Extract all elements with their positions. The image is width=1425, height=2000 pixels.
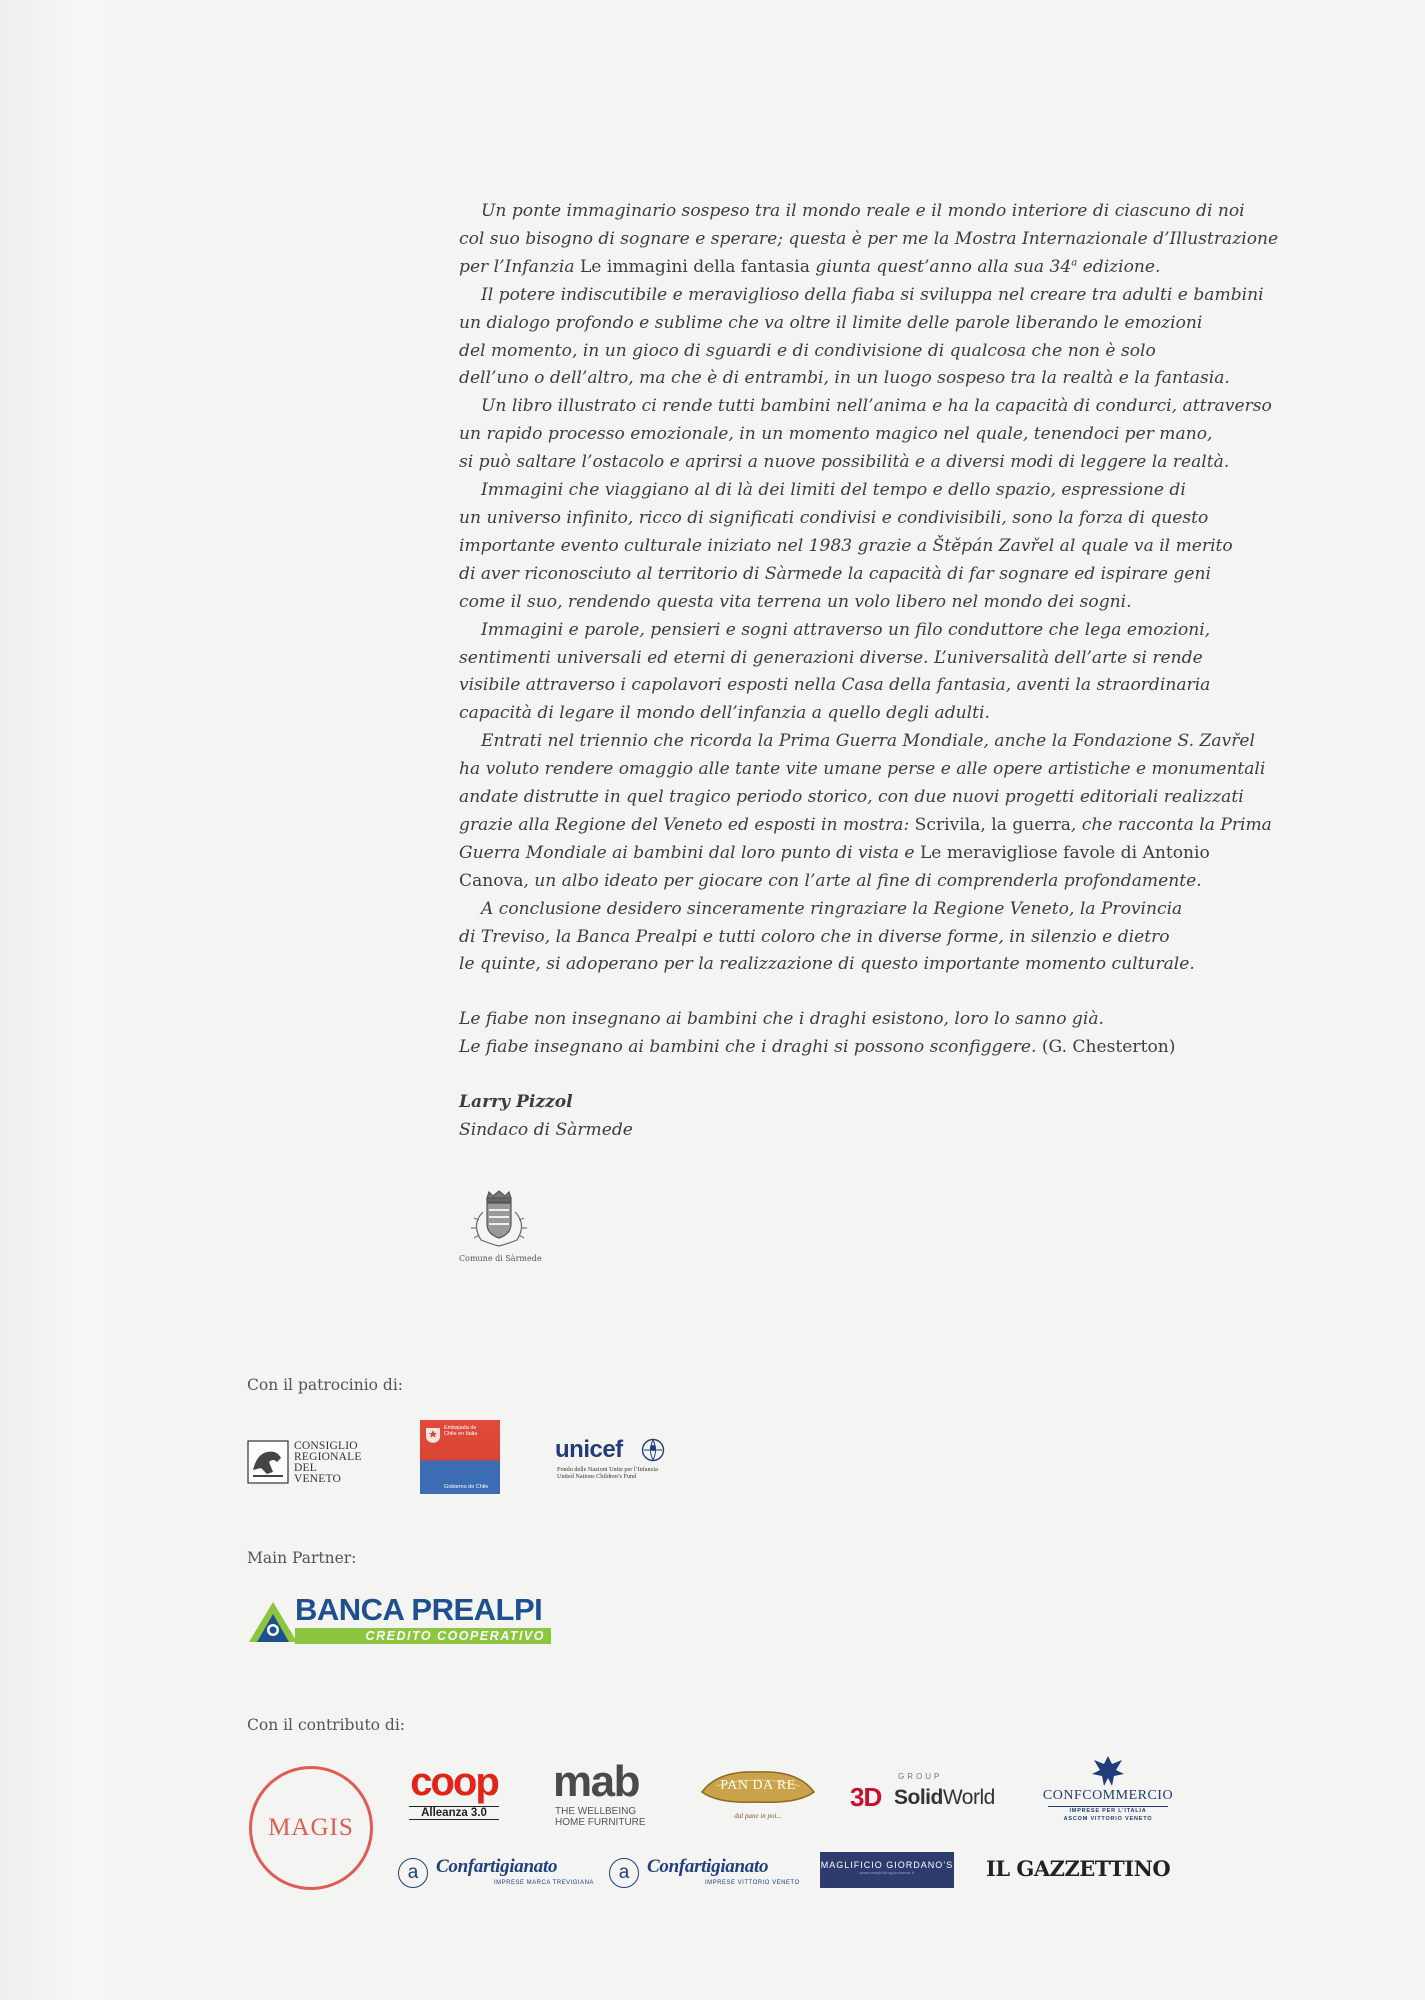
foreword-text-segment: Immagini che viaggiano al di là dei limiti del tempo e dello spazio, espressione di (481, 480, 1186, 501)
unicef-wordmark: unicef (555, 1436, 623, 1463)
banca-prealpi-name: BANCA PREALPI (295, 1592, 543, 1627)
foreword-text-segment: col suo bisogno di sognare e sperare; questa è per me la Mostra Internazionale d’Illustrazione (459, 228, 1279, 249)
foreword-line (459, 421, 1213, 449)
title-upright: Scrivila, la guerra (914, 814, 1071, 835)
consiglio-line-2: REGIONALE (294, 1451, 362, 1463)
foreword-text-segment: sentimenti universali ed eterni di generazioni diverse. L’universalità dell’arte si rende (459, 647, 1203, 668)
confcommercio-wordmark: CONFCOMMERCIO (1042, 1788, 1174, 1803)
foreword-line (459, 700, 1194, 728)
confcommercio-eagle-icon (1090, 1754, 1126, 1788)
foreword-text-segment: per l’Infanzia (459, 256, 580, 277)
foreword-text-segment: Il potere indiscutibile e meraviglioso della fiaba si sviluppa nel creare tra adulti e bambini (481, 284, 1264, 305)
quote-author: (G. Chesterton) (1036, 1037, 1176, 1058)
foreword-line (459, 393, 1272, 421)
foreword-text-segment: Guerra Mondiale ai bambini dal loro punto di vista e (459, 842, 920, 863)
solidworld-name-light: World (942, 1786, 995, 1809)
foreword-text-segment: un rapido processo emozionale, in un momento magico nel quale, tenendoci per mano, (459, 424, 1213, 445)
foreword-line (459, 896, 1194, 924)
foreword-line (459, 728, 1255, 756)
foreword-text-segment: del momento, in un gioco di sguardi e di condivisione di qualcosa che non è solo (459, 340, 1156, 361)
confcommercio-divider (1048, 1806, 1168, 1807)
signature-block (459, 1089, 1194, 1145)
maglificio-giordanos-logo (820, 1852, 954, 1888)
foreword-line (459, 310, 1203, 338)
foreword-text (459, 198, 1279, 1145)
foreword-text-segment: importante evento culturale iniziato nel 1983 grazie a Štěpán Zavřel al quale va il merito (459, 535, 1233, 556)
foreword-text-segment: Immagini e parole, pensieri e sogni attraverso un filo conduttore che lega emozioni, (481, 619, 1211, 640)
unicef-emblem-icon (641, 1438, 665, 1462)
foreword-text-segment: come il suo, rendendo questa vita terrena un volo libero nel mondo dei sogni. (459, 591, 1132, 612)
foreword-text-segment: di aver riconosciuto al territorio di Sàrmede la capacità di far sognare ed ispirare geni (459, 563, 1211, 584)
ordinal-superscript: a (1071, 257, 1078, 269)
foreword-line (459, 198, 1245, 226)
foreword-text-segment: Un libro illustrato ci rende tutti bambini nell’anima e ha la capacità di condurci, attraverso (481, 396, 1272, 417)
partner-label: Main Partner: (247, 1549, 357, 1567)
title-upright: Le immagini della fantasia (579, 256, 810, 277)
embajada-line-2: Chile en Italia (444, 1431, 478, 1437)
mab-sub-1: THE WELLBEING (555, 1806, 637, 1817)
chile-coat-of-arms-icon (424, 1424, 442, 1444)
patronage-label: Con il patrocinio di: (247, 1376, 404, 1394)
solidworld-name (894, 1786, 995, 1810)
foreword-line (459, 338, 1194, 366)
unicef-sub-2: United Nations Children’s Fund (557, 1473, 637, 1480)
comune-crest (459, 1190, 542, 1263)
confartigianato-vittorio-sub: IMPRESE VITTORIO VENETO (705, 1880, 800, 1886)
foreword-line (459, 672, 1211, 700)
confartigianato-a-icon: a (398, 1858, 428, 1888)
foreword-line (459, 645, 1203, 673)
foreword-line (459, 254, 1194, 282)
foreword-line (459, 226, 1279, 254)
foreword-text-segment: A conclusione desidero sinceramente ringraziare la Regione Veneto, la Provincia (481, 898, 1183, 919)
mab-sub-2: HOME FURNITURE (555, 1817, 646, 1828)
crest-caption: Comune di Sàrmede (459, 1254, 542, 1263)
foreword-text-segment: Entrati nel triennio che ricorda la Prima Guerra Mondiale, anche la Fondazione S. Zavřel (481, 731, 1255, 752)
foreword-text-segment: dell’uno o dell’altro, ma che è di entrambi, in un luogo sospeso tra la realtà e la fantasia. (459, 368, 1230, 389)
foreword-text-segment: si può saltare l’ostacolo e aprirsi a nuove possibilità e a diversi modi di leggere la realtà. (459, 452, 1230, 473)
foreword-text-segment: grazie alla Regione del Veneto ed esposti in mostra: (459, 814, 915, 835)
maglificio-wordmark: MAGLIFICIO GIORDANO’S (820, 1860, 954, 1870)
embajada-chile-logo (420, 1420, 500, 1494)
il-gazzettino-logo: IL GAZZETTINO (986, 1856, 1171, 1881)
pan-da-re-logo (698, 1766, 818, 1828)
consiglio-regionale-logo (247, 1438, 367, 1486)
unicef-sub-1: Fondo delle Nazioni Unite per l’Infanzia (557, 1466, 658, 1473)
foreword-text-segment: un dialogo profondo e sublime che va oltre il limite delle parole liberando le emozioni (459, 312, 1203, 333)
coop-wordmark: coop (410, 1760, 498, 1804)
maglificio-sub: www.maglificiogiordanos.it (859, 1870, 915, 1875)
foreword-text-segment: di Treviso, la Banca Prealpi e tutti coloro che in diverse forme, in silenzio e dietro (459, 926, 1170, 947)
quote-line-2 (459, 1034, 1194, 1062)
solidworld-name-bold: Solid (894, 1786, 943, 1809)
solidworld-group: GROUP (898, 1772, 943, 1781)
3d-solidworld-logo (850, 1772, 1010, 1818)
confcommercio-sub-1: IMPRESE PER L’ITALIA (1069, 1808, 1147, 1814)
coop-sub: Alleanza 3.0 (409, 1806, 499, 1820)
mab-wordmark: mab (553, 1757, 639, 1806)
banca-prealpi-sub: CREDITO COOPERATIVO (295, 1628, 551, 1644)
foreword-text-segment: le quinte, si adoperano per la realizzazione di questo importante momento culturale. (459, 954, 1195, 975)
foreword-line (459, 533, 1233, 561)
mab-logo (553, 1757, 663, 1832)
foreword-line (459, 812, 1272, 840)
consiglio-line-1: CONSIGLIO (294, 1440, 358, 1452)
foreword-paragraphs (459, 198, 1279, 979)
confartigianato-marca-logo (398, 1854, 594, 1890)
confartigianato-marca-sub: IMPRESE MARCA TREVIGIANA (494, 1880, 594, 1886)
page-binding-shadow (0, 0, 120, 2000)
banca-prealpi-mountain-icon (247, 1596, 299, 1644)
coop-alleanza-logo (405, 1762, 503, 1826)
confartigianato-vittorio-wordmark: Confartigianato (647, 1856, 769, 1877)
foreword-line (459, 617, 1211, 645)
embajada-line-1: Embajada de (444, 1425, 477, 1431)
embajada-footer: Gobierno de Chile (444, 1484, 489, 1490)
foreword-line (459, 477, 1194, 505)
foreword-line (459, 282, 1264, 310)
signature-name: Larry Pizzol (459, 1092, 573, 1113)
foreword-text-segment: ha voluto rendere omaggio alle tante vite umane perse e alle opere artistiche e monumentali (459, 759, 1266, 780)
foreword-text-segment: andate distrutte in quel tragico periodo storico, con due nuovi progetti editoriali realizzati (459, 787, 1244, 808)
signature-title: Sindaco di Sàrmede (459, 1120, 633, 1141)
foreword-line (459, 449, 1230, 477)
foreword-line (459, 589, 1194, 617)
quote-line-2-text: Le fiabe insegnano ai bambini che i draghi si possono sconfiggere. (459, 1037, 1037, 1058)
consiglio-line-3: DEL (294, 1462, 317, 1474)
magis-logo: MAGIS (249, 1766, 373, 1890)
foreword-text-segment: giunta quest’anno alla sua 34 (809, 256, 1072, 277)
foreword-line (459, 868, 1202, 896)
foreword-line (459, 505, 1209, 533)
solidworld-3d-mark: 3D (850, 1782, 882, 1812)
confartigianato-a-icon: a (609, 1858, 639, 1888)
consiglio-line-4: VENETO (294, 1473, 341, 1485)
confartigianato-vittorio-logo (609, 1854, 800, 1890)
foreword-line (459, 951, 1194, 979)
foreword-text-segment: Un ponte immaginario sospeso tra il mondo reale e il mondo interiore di ciascuno di noi (481, 201, 1245, 221)
confcommercio-logo (1040, 1754, 1176, 1824)
foreword-line (459, 365, 1230, 393)
foreword-line (459, 924, 1194, 952)
banca-prealpi-logo (247, 1592, 553, 1644)
contributors-label: Con il contributo di: (247, 1716, 406, 1734)
foreword-text-segment: un universo infinito, ricco di significati condivisi e condivisibili, sono la forza di questo (459, 507, 1209, 528)
foreword-text-segment: visibile attraverso i capolavori esposti nella Casa della fantasia, aventi la straordinaria (459, 675, 1211, 696)
foreword-text-segment: edizione. (1077, 256, 1161, 277)
foreword-text-segment: , un albo ideato per giocare con l’arte al fine di comprenderla profondamente. (523, 870, 1202, 891)
chesterton-quote (459, 1006, 1194, 1062)
unicef-logo (555, 1436, 675, 1480)
pan-da-re-wordmark: PAN DA RE (720, 1778, 796, 1793)
title-upright: Le meravigliose favole di Antonio (919, 842, 1210, 863)
foreword-line (459, 784, 1244, 812)
foreword-line (459, 756, 1266, 784)
foreword-text-segment: , che racconta la Prima (1070, 814, 1272, 835)
title-upright: Canova (459, 870, 524, 891)
confcommercio-sub-2: ASCOM VITTORIO VENETO (1063, 1816, 1153, 1822)
quote-line-1: Le fiabe non insegnano ai bambini che i draghi esistono, loro lo sanno già. (459, 1009, 1104, 1030)
confartigianato-marca-wordmark: Confartigianato (436, 1856, 558, 1877)
foreword-line (459, 840, 1210, 868)
pan-da-re-sub: dal pane in poi... (734, 1812, 782, 1820)
foreword-line (459, 561, 1211, 589)
foreword-text-segment: capacità di legare il mondo dell’infanzia a quello degli adulti. (459, 703, 990, 724)
town-crest-icon (459, 1190, 539, 1250)
lion-of-st-mark-icon (247, 1440, 289, 1484)
